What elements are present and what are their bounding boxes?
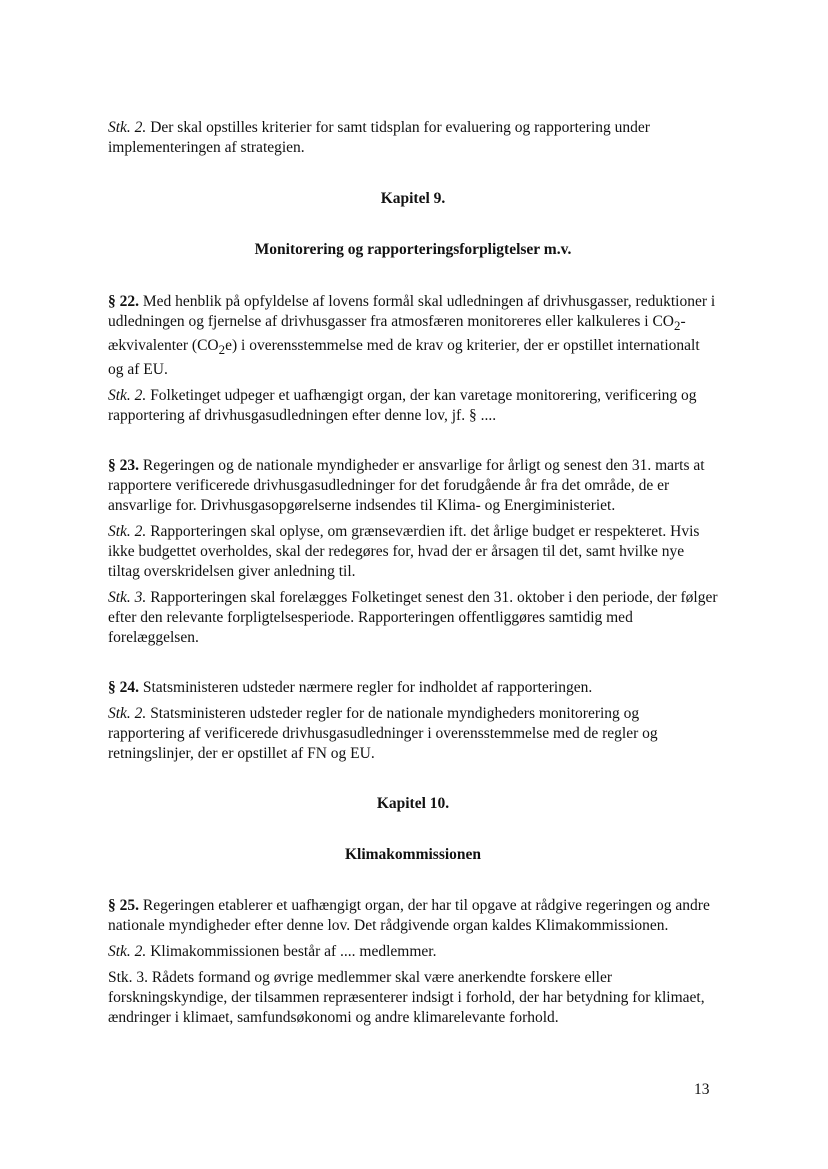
section-25-stk-3: Stk. 3. Rådets formand og øvrige medlemmer skal være anerkendte forskere eller forskningskyndige, der tilsammen repræsenterer indsigt i forhold, der har betydning for klimaet, ændringer i klimaet, samfundsøkonomi og andre klimarelevante forhold.	[108, 969, 705, 1027]
paragraph-text: Med henblik på opfyldelse af lovens formål skal udledningen af drivhusgasser, reduktioner i udledningen og fjernelse af drivhusgasser fra atmosfæren monitoreres eller kalkuleres i CO	[108, 293, 716, 330]
section-24	[108, 678, 718, 698]
section-22-stk-2	[108, 386, 718, 426]
stk-label: Stk. 2.	[108, 119, 147, 136]
paragraph-text: Der skal opstilles kriterier for samt tidsplan for evaluering og rapportering under implementeringen af strategien.	[108, 119, 650, 156]
stk-label: Stk. 3.	[108, 589, 147, 607]
section-24-stk-2	[108, 704, 718, 764]
section-23-stk-3	[108, 588, 718, 648]
intro-paragraph	[108, 118, 718, 158]
paragraph-text: e) i overensstemmelse med de krav og kriterier, der er opstillet internationalt og af EU.	[108, 337, 700, 379]
paragraph-text: Statsministeren udsteder regler for de nationale myndigheders monitorering og rapportering af verificerede drivhusgasudledninger i overensstemmelse med de regler og retningslinjer, der er opstillet af FN og EU.	[108, 705, 658, 763]
chapter-9-subtitle: Monitorering og rapporteringsforpligtelser m.v.	[254, 241, 572, 258]
paragraph-text: Statsministeren udsteder nærmere regler for indholdet af rapporteringen.	[139, 679, 593, 697]
chapter-10-title: Kapitel 10.	[376, 795, 450, 813]
subscript: 2	[218, 342, 226, 358]
stk-label: Stk. 2.	[108, 943, 147, 961]
paragraph-text: Regeringen etablerer et uafhængigt organ, der har til opgave at rådgive regeringen og andre nationale myndigheder efter denne lov. Det rådgivende organ kaldes Klimakommissionen.	[108, 897, 710, 935]
section-number: § 22.	[108, 293, 139, 310]
section-number: § 25.	[108, 897, 139, 915]
paragraph-text: Rapporteringen skal oplyse, om grænseværdien ift. det årlige budget er respekteret. Hvis ikke budgettet overholdes, skal der redegøres for, hvad der er årsagen til det, samt hvilke nye tiltag overskridelsen giver anledning til.	[108, 523, 700, 581]
section-number: § 23.	[108, 457, 139, 475]
section-23	[108, 456, 718, 516]
paragraph-text: Rapporteringen skal forelægges Folketinget senest den 31. oktober i den periode, der følger efter den relevante forpligtelsesperiode. Rapporteringen offentliggøres samtidig med forelæggelsen.	[108, 589, 718, 647]
paragraph-text: Regeringen og de nationale myndigheder er ansvarlige for årligt og senest den 31. marts at rapportere verificerede drivhusgasudledninger for det forudgående år fra det område, de er ansvarlige for. Drivhusgasopgørelserne indsendes til Klima- og Energiministeriet.	[108, 457, 705, 515]
page-number: 13	[694, 1081, 710, 1098]
paragraph-text: Klimakommissionen består af .... medlemmer.	[146, 943, 437, 961]
section-23-stk-2	[108, 522, 718, 582]
chapter-9-title: Kapitel 9.	[380, 190, 446, 207]
section-25	[108, 896, 718, 936]
section-number: § 24.	[108, 679, 139, 697]
stk-label: Stk. 2.	[108, 523, 147, 541]
paragraph-text: -ækvivalenter (CO	[108, 313, 686, 355]
section-25-stk-2	[108, 942, 718, 962]
section-22	[108, 292, 718, 380]
chapter-10-subtitle: Klimakommissionen	[344, 846, 482, 864]
document-page	[108, 118, 718, 1028]
subscript: 2	[674, 318, 681, 334]
stk-label: Stk. 2.	[108, 387, 147, 405]
paragraph-text: Folketinget udpeger et uafhængigt organ, der kan varetage monitorering, verificering og rapportering af drivhusgasudledningen efter denne lov, jf. § ....	[108, 387, 697, 425]
stk-label: Stk. 2.	[108, 705, 147, 723]
